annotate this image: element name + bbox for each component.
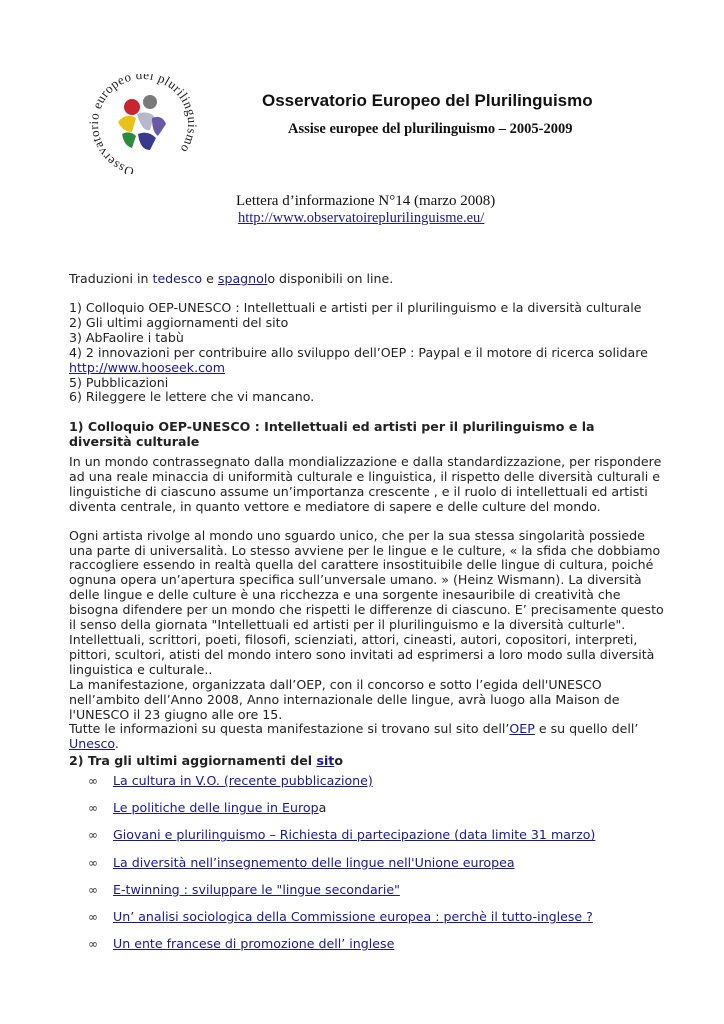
update-link[interactable]: E-twinning : sviluppare le "lingue secondarie"	[113, 881, 400, 897]
org-title: Osservatorio Europeo del Plurilinguismo	[262, 91, 593, 110]
logo-ring-text: Osservato europeo del pluriling mo	[88, 74, 198, 174]
infinity-bullet-icon: ∞	[88, 937, 98, 952]
list-item	[88, 774, 595, 801]
hooseek-link[interactable]: http://www.hooseek.com	[69, 359, 225, 375]
infinity-bullet-icon: ∞	[88, 909, 98, 924]
update-link[interactable]: Un ente francese di promozione dell’ inglese	[113, 936, 395, 952]
list-item	[88, 801, 595, 828]
site-link[interactable]: sit	[316, 753, 335, 768]
update-link[interactable]: Un’ analisi sociologica della Commissione europea : perchè il tutto-inglese ?	[113, 908, 593, 924]
toc-item: 2) Gli ultimi aggiornamenti del sito	[69, 314, 289, 330]
para4-suffix: .	[114, 736, 119, 752]
update-link[interactable]: Giovani e plurilinguismo – Richiesta di partecipazione (data limite 31 marzo)	[113, 827, 596, 843]
section1-paragraph: La manifestazione, organizzata dall’OEP, con il concorso e sotto l’egida dell'UNESCO nell’ambito dell’Anno 2008, Anno internazionale delle lingue, avrà luogo alla Maison de l'UNESCO il 23 giugno alle ore 15.	[69, 676, 620, 722]
toc-item: 1) Colloquio OEP-UNESCO : Intellettuali e artisti per il plurilinguismo e la diversità culturale	[69, 300, 642, 315]
org-subtitle: Assise europee del plurilinguismo – 2005-2009	[288, 121, 573, 137]
section1-heading: 1) Colloquio OEP-UNESCO : Intellettuali ed artisti per il plurilinguismo e la diversità culturale	[69, 419, 595, 449]
oep-logo	[88, 74, 198, 174]
list-item	[88, 828, 595, 855]
translations-suffix: o disponibili on line.	[267, 271, 394, 286]
toc-item: 6) Rileggere le lettere che vi mancano.	[69, 389, 315, 405]
section2-heading	[69, 754, 343, 769]
infinity-bullet-icon: ∞	[88, 882, 98, 897]
infinity-bullet-icon: ∞	[88, 774, 98, 788]
table-of-contents	[69, 301, 648, 405]
translations-line	[69, 272, 393, 287]
newsletter-url-link[interactable]: http://www.observatoireplurilinguisme.eu/	[238, 210, 485, 226]
list-item	[88, 883, 595, 910]
toc-item: 3) AbFaolire i tabù	[69, 329, 184, 345]
link-tail: a	[318, 800, 327, 816]
translations-prefix: Traduzioni in	[69, 271, 153, 286]
section1-paragraph: Ogni artista rivolge al mondo uno sguardo unico, che per la sua stessa singolarità possiede una parte di universalità. Lo stesso avviene per le lingue e le culture, « la sfida che dobbiamo raccogliere essendo in realtà quella del carattere insostituibile delle lingue di cultura, poiché ognuna opera un’apertura specifica sull’unversale umano. » (Heinz Wismann). La diversità delle lingue e delle culture è una ricchezza e una sorgente inesauribile di creatività che bisogna difendere per un mondo che rispetti le differenze di ciascuno. E’ precisamente questo il senso della giornata "Intellettuali ed artisti per il plurilinguismo e la diversità culturle". Intellettuali, scrittori, poeti, filosofi, scienziati, attori, cineasti, autori, copositori, interpreti, pittori, scultori, atisti del mondo intero sono invitati ad esprimersi a loro modo sulla diversità linguistica e culturale..	[69, 527, 664, 677]
list-item	[88, 910, 595, 937]
section1-body	[69, 455, 669, 752]
german-translation-link[interactable]: tedesco	[152, 271, 203, 286]
infinity-bullet-icon: ∞	[88, 855, 98, 870]
para4-mid: e su quello dell’	[534, 721, 639, 737]
list-item	[88, 856, 595, 883]
section1-paragraph	[69, 722, 669, 752]
section2-heading-prefix: 2) Tra gli ultimi aggiornamenti del	[69, 753, 317, 768]
translations-mid: e	[202, 271, 218, 286]
para4-prefix: Tutte le informazioni su questa manifestazione si trovano sul sito dell’	[69, 721, 510, 737]
logo-graphic	[88, 74, 198, 174]
toc-item: 4) 2 innovazioni per contribuire allo sviluppo dell’OEP : Paypal e il motore di ricerca solidare	[69, 344, 648, 360]
infinity-bullet-icon: ∞	[88, 828, 98, 843]
oep-link[interactable]: OEP	[509, 721, 535, 737]
spanish-translation-link[interactable]: spagnol	[217, 271, 268, 286]
update-link[interactable]: La cultura in V.O. (recente pubblicazione)	[113, 773, 373, 788]
update-link[interactable]: La diversità nell’insegnemento delle lingue nell'Unione europea	[113, 854, 515, 870]
list-item	[88, 937, 595, 964]
update-link[interactable]: Le politiche delle lingue in Europ	[113, 800, 319, 816]
section2-heading-suffix: o	[334, 753, 343, 768]
updates-list	[88, 774, 595, 964]
section1-paragraph: In un mondo contrassegnato dalla mondializzazione e dalla standardizzazione, per rispondere ad una reale minaccia di uniformità culturale e linguistica, il rispetto delle diversità culturali e linguistiche di ciascuno assume un’importanza crescente , e il ruolo di intellettuali ed artisti diventa centrale, in quanto vettore e mediatore di sapere e delle culture del mondo.	[69, 454, 662, 514]
infinity-bullet-icon: ∞	[88, 801, 98, 816]
newsletter-title: Lettera d’informazione N°14 (marzo 2008)	[236, 193, 496, 209]
toc-item: 5) Pubblicazioni	[69, 374, 169, 390]
unesco-link[interactable]: Unesco	[69, 736, 115, 752]
